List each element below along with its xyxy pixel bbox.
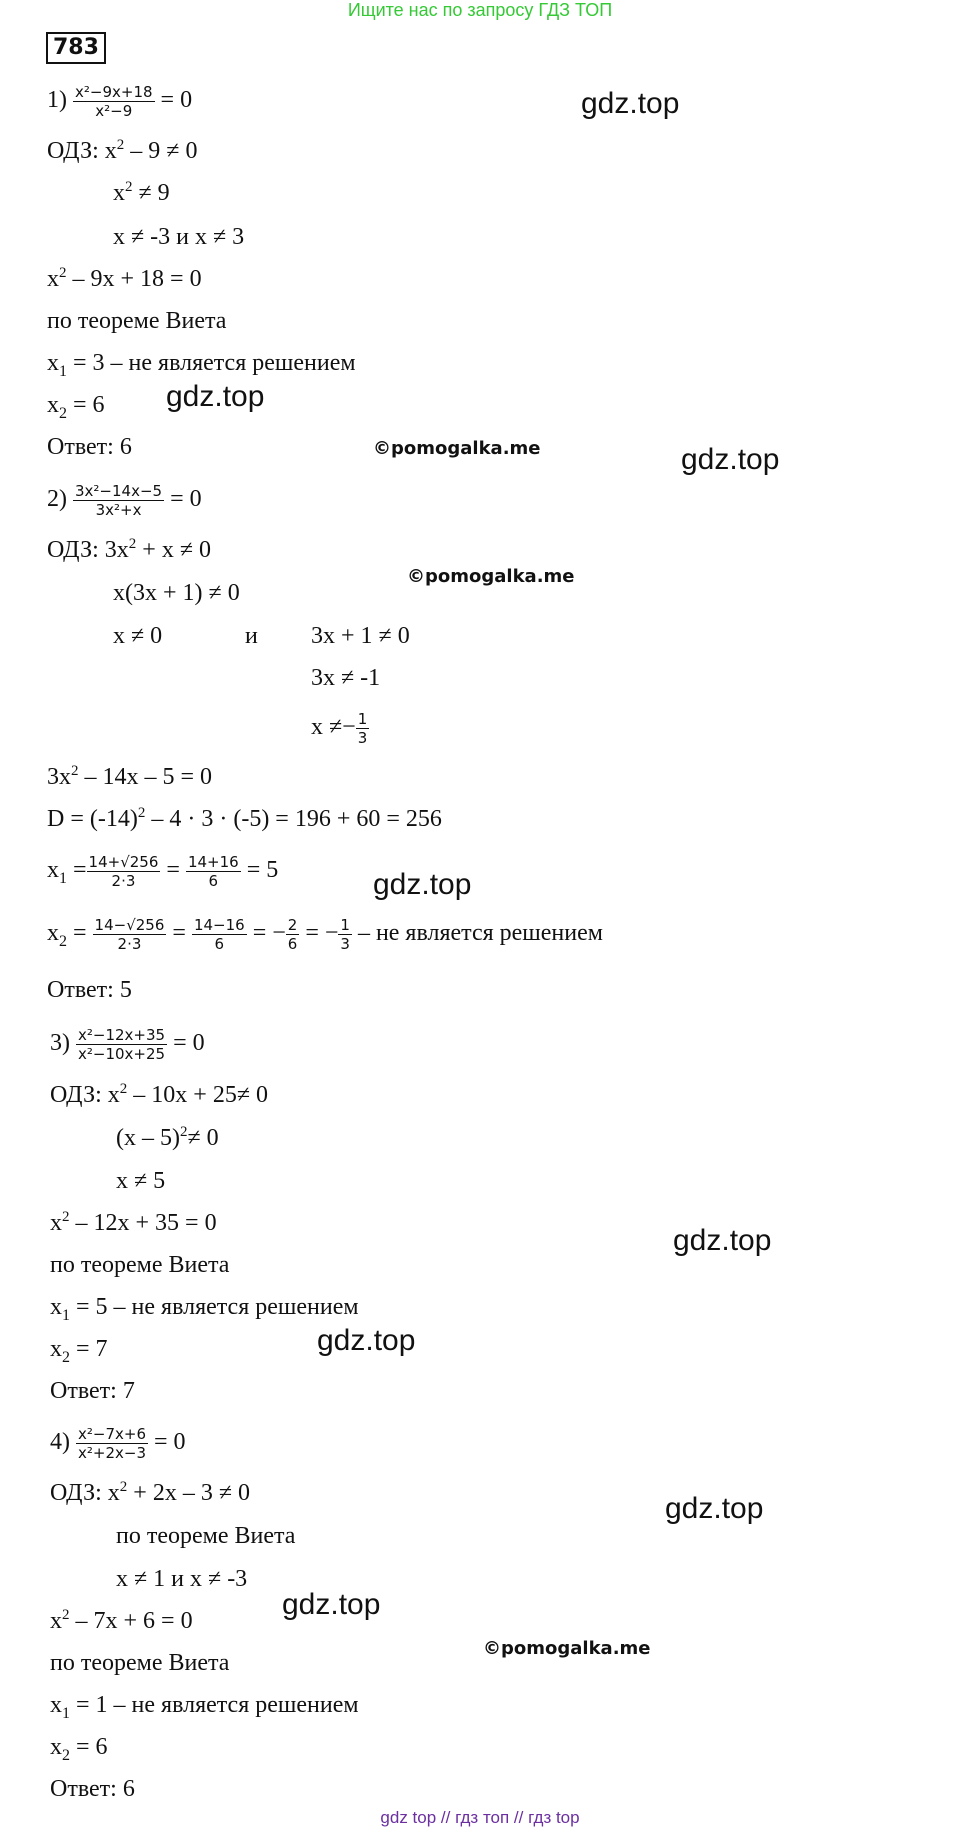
text: = 1 – не является решением (70, 1692, 359, 1718)
text: x ≠− (311, 714, 356, 741)
text: x (47, 392, 59, 418)
fraction-denominator: 3 (357, 729, 368, 747)
text: ≠ 9 (138, 180, 170, 206)
watermark-gdz: gdz.top (166, 380, 265, 413)
problem-3-answer: Ответ: 7 (50, 1378, 135, 1404)
problem-4-line-5: по теореме Виета (50, 1650, 230, 1676)
watermark-gdz: gdz.top (673, 1224, 772, 1257)
problem-1-odz (47, 136, 197, 166)
subscript: 1 (62, 1704, 70, 1722)
problem-2-line-4: 3x ≠ -1 (311, 665, 381, 691)
problem-4-root-1 (50, 1690, 359, 1720)
text: x (113, 180, 125, 206)
fraction-denominator: 6 (214, 935, 225, 953)
fraction-numerator: 14−16 (193, 916, 245, 934)
subscript: 2 (62, 1348, 70, 1366)
odz-rest: – 9 ≠ 0 (124, 138, 198, 164)
text: – 12x + 35 = 0 (69, 1210, 217, 1236)
odz-label: ОДЗ: 3x (47, 537, 129, 563)
superscript: 2 (179, 1124, 188, 1140)
problem-2-line-3a: x ≠ 0 (113, 623, 163, 649)
fraction-numerator: 3x²−14x−5 (75, 482, 163, 500)
fraction-numerator: 2 (287, 916, 298, 934)
text: x (47, 857, 59, 884)
watermark-gdz: gdz.top (317, 1324, 416, 1357)
text: – 9x + 18 = 0 (66, 266, 202, 292)
superscript: 2 (71, 763, 79, 779)
odz-rest: + x ≠ 0 (136, 537, 212, 563)
problem-2-discriminant (47, 804, 442, 834)
problem-2-answer: Ответ: 5 (47, 977, 132, 1003)
problem-1-answer: Ответ: 6 (47, 434, 132, 460)
problem-2-odz (47, 535, 211, 565)
fraction (93, 916, 167, 953)
watermark-gdz: gdz.top (681, 443, 780, 476)
fraction (192, 916, 247, 953)
footer-links: gdz top // гдз топ // гдз top (380, 1808, 580, 1827)
problem-2-prefix: 2) (47, 486, 67, 513)
problem-1-line-3: x ≠ -3 и x ≠ 3 (113, 224, 245, 250)
text: = (67, 857, 87, 884)
text: = 5 – не является решением (70, 1294, 359, 1320)
problem-2-quadratic (47, 762, 212, 792)
text: 3x (47, 764, 71, 790)
top-banner: Ищите нас по запросу ГДЗ ТОП (347, 0, 613, 20)
problem-1-equation (47, 83, 192, 120)
text: = 6 (67, 392, 105, 418)
problem-4-answer: Ответ: 6 (50, 1776, 135, 1802)
problem-4-prefix: 4) (50, 1429, 70, 1456)
problem-1-line-5: по теореме Виета (47, 308, 227, 334)
text: = 7 (70, 1336, 108, 1362)
text: – не является решением (357, 920, 603, 947)
problem-4-line-2: по теореме Виета (116, 1523, 296, 1549)
problem-4-line-3: x ≠ 1 и x ≠ -3 (116, 1566, 248, 1592)
text: x (47, 266, 59, 292)
text: x (50, 1294, 62, 1320)
text: – 4 · 3 · (-5) = 196 + 60 = 256 (145, 806, 442, 832)
subscript: 1 (59, 869, 67, 887)
fraction-numerator: 14−√256 (94, 916, 165, 934)
superscript: 2 (125, 179, 133, 195)
fraction-denominator: x²+2x−3 (78, 1444, 146, 1462)
watermark-pomogalka: ©pomogalka.me (483, 1638, 651, 1659)
fraction-one-third (356, 710, 370, 747)
text: = (67, 920, 87, 947)
problem-2-root-2: $x_2$ = $\frac{14-√256}{2\cdot 3}$ = $\frac{14-16}{6}$ = − $\frac{2}{6}$ = − $\frac{1}{3}$ – не является решением (47, 916, 603, 953)
fraction-numerator: 14+16 (187, 853, 239, 871)
watermark-pomogalka: ©pomogalka.me (407, 566, 575, 587)
superscript: 2 (62, 1607, 70, 1623)
text: x (50, 1692, 62, 1718)
text: (x – 5) (116, 1125, 180, 1151)
problem-4-line-4 (50, 1606, 193, 1636)
problem-2-line-2: x(3x + 1) ≠ 0 (113, 580, 240, 606)
fraction-denominator: x²−9 (95, 102, 133, 120)
watermark-gdz: gdz.top (665, 1492, 764, 1525)
problem-3-line-3: x ≠ 5 (116, 1168, 166, 1194)
text: x (50, 1734, 62, 1760)
text: = 6 (70, 1734, 108, 1760)
problem-3-root-1 (50, 1292, 359, 1322)
text: = 3 – не является решением (67, 350, 356, 376)
fraction-numerator: x²−12x+35 (78, 1026, 166, 1044)
fraction-denominator: x²−10x+25 (78, 1045, 166, 1063)
text: x (47, 350, 59, 376)
text: x (47, 920, 59, 947)
watermark-pomogalka: ©pomogalka.me (373, 438, 541, 459)
odz-label: ОДЗ: x (50, 1480, 120, 1506)
text: – 7x + 6 = 0 (69, 1608, 193, 1634)
problem-3-line-2 (116, 1123, 219, 1153)
equals-zero: = 0 (154, 1429, 186, 1456)
problem-2-conjunction: и (245, 623, 258, 649)
subscript: 1 (62, 1306, 70, 1324)
problem-3-line-4 (50, 1208, 217, 1238)
problem-4-root-2 (50, 1732, 108, 1762)
superscript: 2 (59, 265, 67, 281)
problem-1-root-1 (47, 348, 356, 378)
task-number: 783 (46, 32, 106, 64)
superscript: 2 (137, 805, 146, 821)
watermark-gdz: gdz.top (373, 868, 472, 901)
text: D = (-14) (47, 806, 138, 832)
fraction-denominator: 2·3 (117, 935, 142, 953)
watermark-gdz: gdz.top (282, 1588, 381, 1621)
problem-1-prefix: 1) (47, 87, 67, 114)
text: x (50, 1336, 62, 1362)
fraction-denominator: 3 (340, 935, 350, 953)
problem-1-line-4 (47, 264, 202, 294)
superscript: 2 (128, 536, 137, 552)
fraction-numerator: x²−9x+18 (75, 83, 153, 101)
fraction (286, 916, 300, 953)
fraction-numerator: 14+√256 (88, 853, 159, 871)
problem-3-fraction (76, 1026, 167, 1063)
odz-rest: + 2x – 3 ≠ 0 (127, 1480, 251, 1506)
subscript: 1 (59, 362, 67, 380)
text: ≠ 0 (187, 1125, 219, 1151)
superscript: 2 (119, 1479, 128, 1495)
problem-4-equation (50, 1425, 186, 1462)
problem-1-root-2 (47, 390, 105, 420)
odz-label: ОДЗ: x (50, 1082, 120, 1108)
text: = 5 (246, 857, 279, 884)
watermark-gdz: gdz.top (581, 87, 680, 120)
subscript: 2 (59, 932, 67, 950)
problem-4-odz (50, 1478, 250, 1508)
fraction (338, 916, 352, 953)
problem-2-fraction (73, 482, 164, 519)
problem-3-odz (50, 1080, 268, 1110)
problem-2-root-1: $x_1$ = $\frac{14+√256}{2\cdot 3}$ = $\frac{14+16}{6}$ = 5 (47, 853, 279, 890)
fraction-denominator: 2·3 (111, 872, 136, 890)
problem-3-line-5: по теореме Виета (50, 1252, 230, 1278)
problem-2-equation (47, 482, 202, 519)
text: x (50, 1608, 62, 1634)
fraction (186, 853, 241, 890)
odz-label: ОДЗ: x (47, 138, 117, 164)
text: – 14x – 5 = 0 (78, 764, 213, 790)
problem-4-fraction (76, 1425, 148, 1462)
equals-zero: = 0 (173, 1030, 205, 1057)
equals-zero: = 0 (170, 486, 202, 513)
fraction-numerator: x²−7x+6 (78, 1425, 146, 1443)
superscript: 2 (116, 137, 125, 153)
problem-3-prefix: 3) (50, 1030, 70, 1057)
problem-3-root-2 (50, 1334, 108, 1364)
equals-zero: = 0 (160, 87, 193, 114)
subscript: 2 (62, 1746, 70, 1764)
fraction-denominator: 3x²+x (95, 501, 142, 519)
odz-rest: – 10x + 25≠ 0 (127, 1082, 269, 1108)
problem-1-fraction (73, 83, 155, 120)
problem-2-line-5 (311, 710, 369, 747)
problem-2-line-3b: 3x + 1 ≠ 0 (311, 623, 410, 649)
problem-3-equation (50, 1026, 205, 1063)
superscript: 2 (62, 1209, 70, 1225)
superscript: 2 (119, 1081, 128, 1097)
fraction-denominator: 6 (287, 935, 298, 953)
fraction (87, 853, 161, 890)
subscript: 2 (59, 404, 67, 422)
fraction-numerator: 1 (357, 710, 368, 728)
fraction-denominator: 6 (208, 872, 219, 890)
text: x (50, 1210, 62, 1236)
fraction-numerator: 1 (340, 916, 350, 934)
problem-1-line-2 (113, 178, 170, 208)
